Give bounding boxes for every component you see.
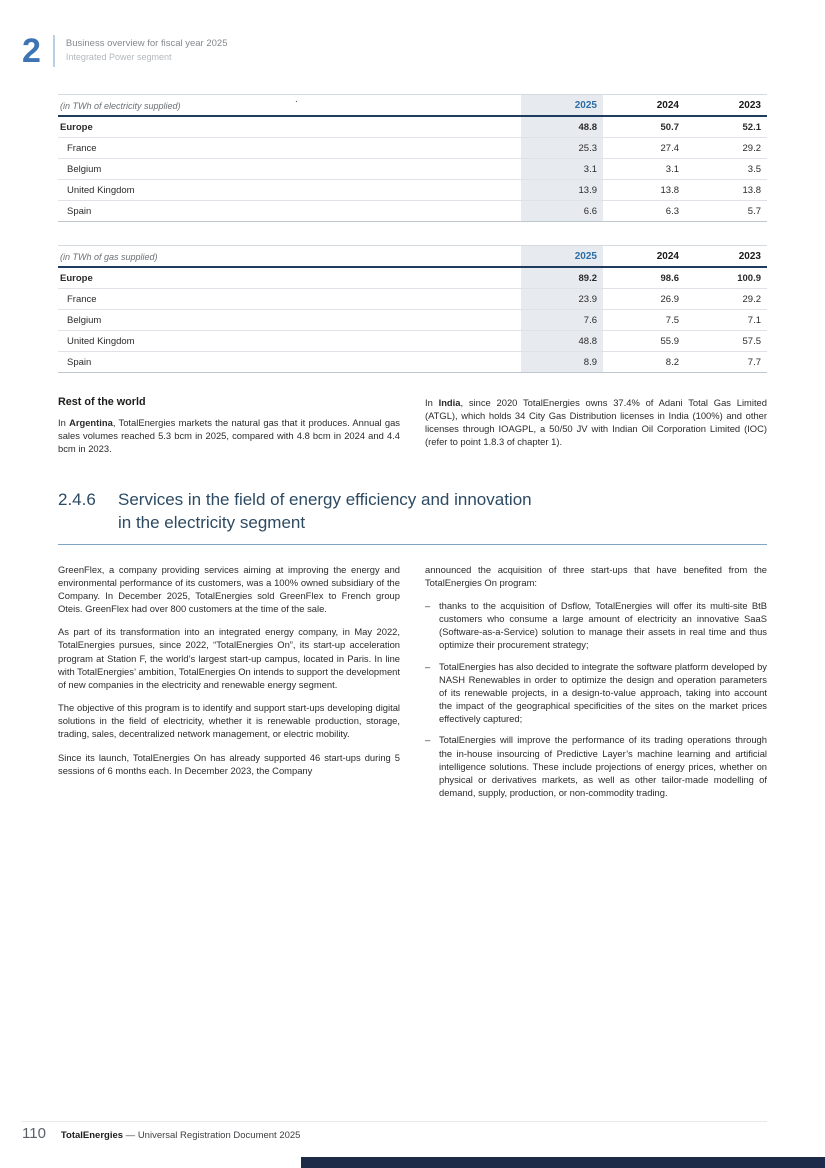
page-footer: [22, 1125, 300, 1142]
cell-value: 29.2: [685, 138, 767, 159]
cell-value: 26.9: [603, 289, 685, 310]
cell-value: 100.9: [685, 267, 767, 289]
argentina-paragraph: In Argentina, TotalEnergies markets the natural gas that it produces. Annual gas sales volumes reached 5.3 bcm in 2025, compared with 4.8 bcm in 2024 and 4.4 bcm in 2023.: [58, 417, 400, 455]
year-header-2023: 2023: [685, 246, 767, 268]
cell-value: 3.1: [521, 159, 603, 180]
cell-value: 7.5: [603, 310, 685, 331]
table-row: [58, 138, 767, 159]
table-row: [58, 180, 767, 201]
footer-brand: TotalEnergies: [60, 1130, 124, 1141]
paragraph: GreenFlex, a company providing services aiming at improving the energy and environmental performance of its customers, was a 100% owned subsidiary of the Company. In December 2025, TotalEnergies sold GreenFlex to French group Oteis. GreenFlex had over 800 customers at the time of the sale.: [58, 563, 400, 615]
bullet-text: thanks to the acquisition of Dsflow, TotalEnergies will offer its multi-site BtB customers who consume a large amount of electricity an innovative SaaS (Software-as-a-Service) solution to manage their assets in real time and thus optimize their procurement strategy;: [439, 599, 767, 651]
chapter-divider: [53, 35, 55, 67]
bullet-dash: –: [425, 599, 431, 611]
section-body: [58, 563, 767, 808]
bullet-text: TotalEnergies will improve the performance of its trading operations through the in-house insourcing of Predictive Layer’s machine learning and artificial intelligence solutions. These include projections of energy prices, whether on physical or derivatives markets, as well as other tailor-made modelling of demand, supply, production, or non-commodity trading.: [439, 734, 767, 798]
table-row: [58, 116, 767, 138]
cell-value: 7.1: [685, 310, 767, 331]
row-label: Europe: [58, 267, 521, 289]
running-header-line2: Integrated Power segment: [65, 52, 172, 62]
cell-value: 55.9: [603, 331, 685, 352]
cell-value: 48.8: [521, 331, 603, 352]
chapter-header: [22, 34, 228, 68]
list-item: [425, 660, 767, 726]
year-header-2024: 2024: [603, 246, 685, 268]
row-label: France: [58, 138, 521, 159]
bullet-list: [425, 599, 767, 799]
paragraph: As part of its transformation into an integrated energy company, in May 2022, TotalEnergies pursues, since 2022, “TotalEnergies On”, its start-up acceleration program at Station F, the world’s largest start-up campus, located in Paris. In line with TotalEnergies’ ambition, TotalEnergies On intends to support the development of new companies in the electricity and renewable energy segment.: [58, 626, 400, 690]
table-caption: (in TWh of electricity supplied): [58, 95, 521, 117]
row-label: Belgium: [58, 310, 521, 331]
footer-divider: [22, 1121, 767, 1122]
bullet-text: TotalEnergies has also decided to integrate the software platform developed by NASH Renewables in order to optimize the design and operation parameters of its renewable projects, in a design-to-value approach, taking into account the impact of the geographical specificities of the sites on the market prices effectively captured;: [439, 660, 767, 725]
section-heading: [58, 489, 767, 544]
cell-value: 6.6: [521, 201, 603, 222]
table-row: [58, 352, 767, 373]
year-header-2025: 2025: [521, 95, 603, 117]
cell-value: 8.2: [603, 352, 685, 373]
cell-value: 48.8: [521, 116, 603, 138]
rest-of-world-left-column: [58, 396, 400, 455]
row-label: United Kingdom: [58, 180, 521, 201]
cell-value: 27.4: [603, 138, 685, 159]
year-header-2024: 2024: [603, 95, 685, 117]
section-left-column: [58, 563, 400, 808]
table-row: [58, 267, 767, 289]
footer-document-title: — Universal Registration Document 2025: [123, 1130, 301, 1141]
section-title-line2: in the electricity segment: [118, 512, 306, 532]
rest-of-world-right-column: [425, 396, 767, 455]
argentina-bold: Argentina: [69, 417, 113, 428]
paragraph: The objective of this program is to identify and support start-ups developing digital solutions in the field of electricity, whether it is renewable production, storage, trading, sales, decentralized network management, or electric mobility.: [58, 702, 400, 740]
section-number: 2.4.6: [58, 490, 96, 510]
india-paragraph: In India, since 2020 TotalEnergies owns 37.4% of Adani Total Gas Limited (ATGL), which holds 34 City Gas Distribution licenses in India (100%) and other licenses through IOAGPL, a 50/50 JV with Indian Oil Corporation Limited (IOC) (refer to point 1.8.3 of chapter 1).: [425, 397, 767, 448]
cell-value: 23.9: [521, 289, 603, 310]
year-header-2023: 2023: [685, 95, 767, 117]
list-item: [425, 599, 767, 652]
cell-value: 52.1: [685, 116, 767, 138]
gas-supplied-table: [58, 245, 767, 373]
row-label: France: [58, 289, 521, 310]
cell-value: 8.9: [521, 352, 603, 373]
bullet-dash: –: [425, 660, 431, 672]
table-row: [58, 159, 767, 180]
row-label: United Kingdom: [58, 331, 521, 352]
section-right-column: [425, 563, 767, 808]
list-item: [425, 733, 767, 799]
running-header: [66, 34, 228, 62]
bullet-dash: –: [425, 734, 431, 746]
cell-value: 50.7: [603, 116, 685, 138]
section-title-line1: Services in the field of energy efficiency and innovation: [118, 490, 532, 510]
rest-of-world-section: [58, 396, 767, 455]
section-title: [118, 489, 532, 533]
cell-value: 25.3: [521, 138, 603, 159]
row-label: Belgium: [58, 159, 521, 180]
cell-value: 5.7: [685, 201, 767, 222]
page-content: [58, 94, 767, 807]
cell-value: 3.1: [603, 159, 685, 180]
cell-value: 89.2: [521, 267, 603, 289]
table-header-row: [58, 246, 767, 268]
running-header-line1: Business overview for fiscal year 2025: [65, 38, 228, 49]
row-label: Europe: [58, 116, 521, 138]
paragraph: announced the acquisition of three start-ups that have benefited from the TotalEnergies On program:: [425, 563, 767, 588]
bottom-accent-bar: [301, 1157, 825, 1168]
table-row: [58, 289, 767, 310]
cell-value: 13.8: [685, 180, 767, 201]
cell-value: 7.7: [685, 352, 767, 373]
table-header-row: [58, 95, 767, 117]
cell-value: 3.5: [685, 159, 767, 180]
page-number: 110: [22, 1125, 46, 1142]
electricity-supplied-table: [58, 94, 767, 222]
stray-mark: .: [295, 94, 298, 105]
cell-value: 6.3: [603, 201, 685, 222]
row-label: Spain: [58, 201, 521, 222]
paragraph: Since its launch, TotalEnergies On has already supported 46 start-ups during 5 sessions of 6 months each. In December 2023, the Company: [58, 751, 400, 776]
cell-value: 57.5: [685, 331, 767, 352]
table-row: [58, 331, 767, 352]
rest-of-world-heading: Rest of the world: [58, 396, 146, 408]
year-header-2025: 2025: [521, 246, 603, 268]
cell-value: 98.6: [603, 267, 685, 289]
cell-value: 7.6: [521, 310, 603, 331]
table-caption: (in TWh of gas supplied): [58, 246, 521, 268]
cell-value: 29.2: [685, 289, 767, 310]
chapter-number: 2: [22, 32, 41, 70]
cell-value: 13.8: [603, 180, 685, 201]
row-label: Spain: [58, 352, 521, 373]
table-row: [58, 201, 767, 222]
table-row: [58, 310, 767, 331]
india-bold: India: [438, 397, 461, 408]
cell-value: 13.9: [521, 180, 603, 201]
